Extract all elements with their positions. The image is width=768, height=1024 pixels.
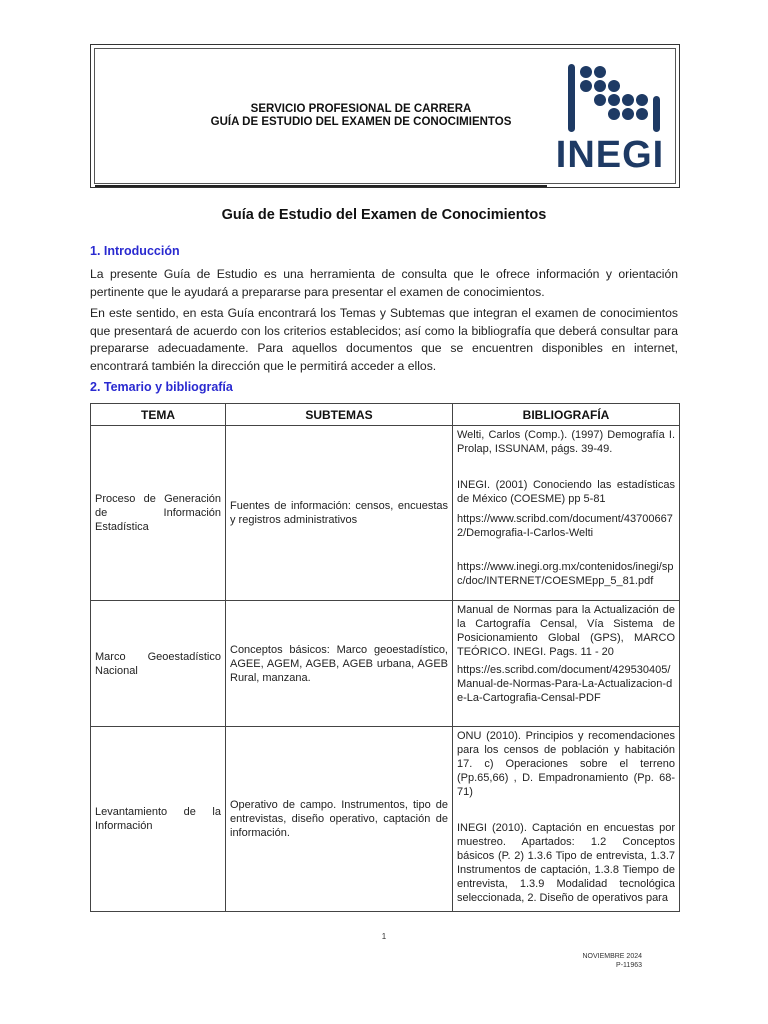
column-header-bibliografia: BIBLIOGRAFÍA [453,404,680,426]
table-header-row [91,404,680,426]
bibliography-link[interactable]: https://www.scribd.com/document/437006672/Demografia-I-Carlos-Welti [457,513,673,539]
page-number: 1 [381,932,387,941]
bibliography-entry: Welti, Carlos (Comp.). (1997) Demografía I. Prolap, ISSUNAM, págs. 39-49. [457,429,675,455]
column-header-subtemas: SUBTEMAS [226,404,453,426]
subtemas-cell: Fuentes de información: censos, encuestas y registros administrativos [226,426,453,601]
inegi-logo [554,60,666,178]
bibliografia-cell [453,727,680,912]
footer-revision [582,952,642,970]
bibliography-entry: INEGI (2010). Captación en encuestas por muestreo. Apartados: 1.2 Conceptos básicos (P. 2) 1.3.6 Tipo de entrevista, 1.3.7 Instrumentos de captación, 1.3.8 Tiempo de entrevista, 1.3.9 Modalidad tecnológica seleccionada, 2. Diseño de operativos para [457,822,675,904]
table-row [91,426,680,601]
table-row [91,727,680,912]
tema-cell: Proceso de Generación de Información Estadística [91,426,226,601]
bibliografia-cell [453,601,680,727]
inegi-logo-dots-icon [554,60,666,136]
tema-cell: Levantamiento de la Información [91,727,226,912]
intro-paragraph-2: En este sentido, en esta Guía encontrará los Temas y Subtemas que integran el examen de conocimientos que presentará de acuerdo con los criterios establecidos; así como la bibliografía que deberá consultar para prepararse adecuadamente. Para aquellos documentos que se encuentren disponibles en internet, encontrará también la dirección que le permitirá acceder a ellos. [90,306,678,373]
document-title: Guía de Estudio del Examen de Conocimientos [221,207,547,223]
section-heading-introduccion: 1. Introducción [90,244,180,258]
subtemas-cell: Operativo de campo. Instrumentos, tipo de entrevistas, diseño operativo, captación de información. [226,727,453,912]
column-header-tema: TEMA [91,404,226,426]
table-row [91,601,680,727]
bibliography-link[interactable]: https://www.inegi.org.mx/contenidos/inegi/spc/doc/INTERNET/COESMEpp_5_81.pdf [457,561,674,587]
tema-cell: Marco Geoestadístico Nacional [91,601,226,727]
bibliography-entry: INEGI. (2001) Conociendo las estadísticas de México (COESME) pp 5-81 [457,479,675,505]
bibliografia-cell [453,426,680,601]
footer-code: P-11963 [616,962,642,969]
subtemas-cell: Conceptos básicos: Marco geoestadístico, AGEE, AGEM, AGEB, AGEB urbana, AGEB Rural, manzana. [226,601,453,727]
footer-date: NOVIEMBRE 2024 [582,953,642,960]
header-underline [95,185,547,187]
temario-table [90,403,680,912]
bibliography-entry: Manual de Normas para la Actualización de la Cartografía Censal, Vía Sistema de Posicionamiento Global (GPS), MARCO TEÓRICO. INEGI. Pags. 11 - 20 [457,604,675,658]
bibliography-link[interactable]: https://es.scribd.com/document/429530405/Manual-de-Normas-Para-La-Actualizacion-de-La-Cartografia-Censal-PDF [457,664,673,704]
section-heading-temario: 2. Temario y bibliografía [90,380,233,394]
bibliography-entry: ONU (2010). Principios y recomendaciones para los censos de población y habitación 17. c) Operaciones sobre el terreno (Pp.65,66) , D. Empadronamiento (Pp. 68-71) [457,730,675,798]
logo-wordmark: INEGI [555,134,665,176]
header-line-2: GUÍA DE ESTUDIO DEL EXAMEN DE CONOCIMIENTOS [210,116,512,128]
header-text [151,103,571,129]
intro-paragraph-1: La presente Guía de Estudio es una herramienta de consulta que le ofrece información y orientación pertinente que le ayudará a prepararse para presentar el examen de conocimientos. [90,267,678,299]
header-line-1: SERVICIO PROFESIONAL DE CARRERA [250,103,472,115]
